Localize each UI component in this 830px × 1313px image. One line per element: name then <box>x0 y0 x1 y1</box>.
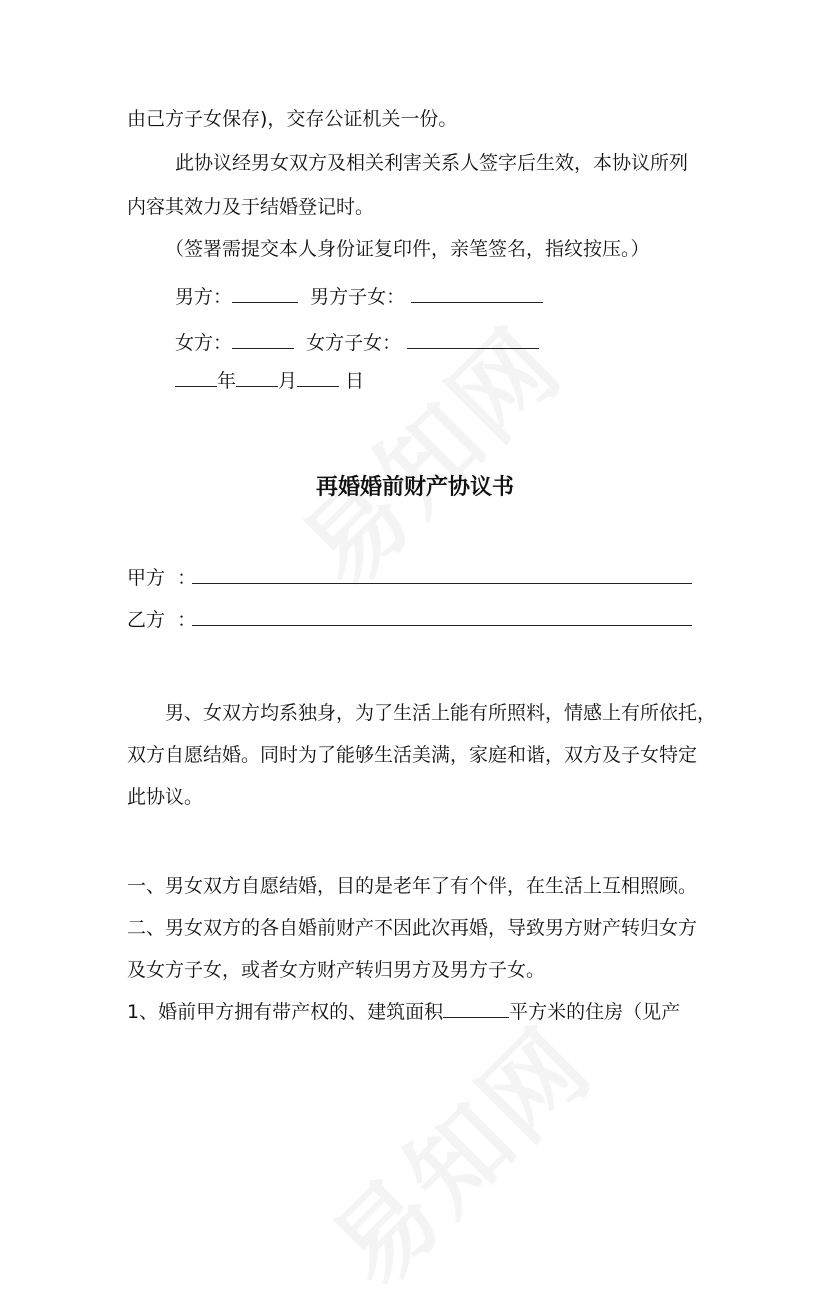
day-label: 日 <box>345 370 365 392</box>
party-b-row <box>127 607 692 633</box>
party-a-row <box>127 565 692 591</box>
clause-line: 及女方子女，或者女方财产转归男方及男方子女。 <box>127 959 546 981</box>
signature-row-female <box>175 330 539 356</box>
body-line: 此协议经男女双方及相关利害关系人签字后生效，本协议所列 <box>175 152 689 174</box>
female-children-label: 女方子女： <box>306 332 402 354</box>
signature-row-male <box>175 284 543 310</box>
female-label: 女方： <box>175 332 233 354</box>
intro-line: 此协议。 <box>127 786 204 808</box>
date-row <box>175 368 364 394</box>
day-blank <box>297 368 339 387</box>
clause-line: 二、男女双方的各自婚前财产不因此次再婚，导致男方财产转归女方 <box>127 917 698 939</box>
party-a-colon: ： <box>177 567 197 589</box>
watermark <box>295 991 617 1313</box>
document-title: 再婚婚前财产协议书 <box>315 475 514 500</box>
party-b-colon: ： <box>177 609 197 631</box>
body-line: 由己方子女保存)，交存公证机关一份。 <box>127 108 458 130</box>
party-b-blank <box>192 607 692 626</box>
body-line: 内容其效力及于结婚登记时。 <box>127 196 375 218</box>
month-label: 月 <box>278 370 298 392</box>
intro-line: 男、女双方均系独身，为了生活上能有所照料，情感上有所依托， <box>165 702 717 724</box>
month-blank <box>236 368 278 387</box>
male-children-label: 男方子女： <box>310 286 406 308</box>
intro-line: 双方自愿结婚。同时为了能够生活美满，家庭和谐，双方及子女特定 <box>127 744 698 766</box>
clause-1-text: 1、婚前甲方拥有带产权的、建筑面积 <box>127 1001 444 1023</box>
party-a-blank <box>192 565 692 584</box>
body-line: （签署需提交本人身份证复印件，亲笔签名，指纹按压。） <box>165 238 650 260</box>
clause-line: 一、男女双方自愿结婚，目的是老年了有个伴，在生活上互相照顾。 <box>127 875 698 897</box>
male-label: 男方： <box>175 286 233 308</box>
male-children-signature-blank <box>411 284 543 303</box>
male-signature-blank <box>232 284 298 303</box>
party-a-label: 甲方 <box>127 567 166 589</box>
female-signature-blank <box>232 330 294 349</box>
party-b-label: 乙方 <box>127 609 166 631</box>
year-label: 年 <box>217 370 237 392</box>
year-blank <box>175 368 217 387</box>
female-children-signature-blank <box>407 330 539 349</box>
area-blank <box>443 999 509 1018</box>
clause-1-text-cont: 平方米的住房（见产 <box>509 1001 681 1023</box>
clause-1-line <box>127 999 680 1025</box>
